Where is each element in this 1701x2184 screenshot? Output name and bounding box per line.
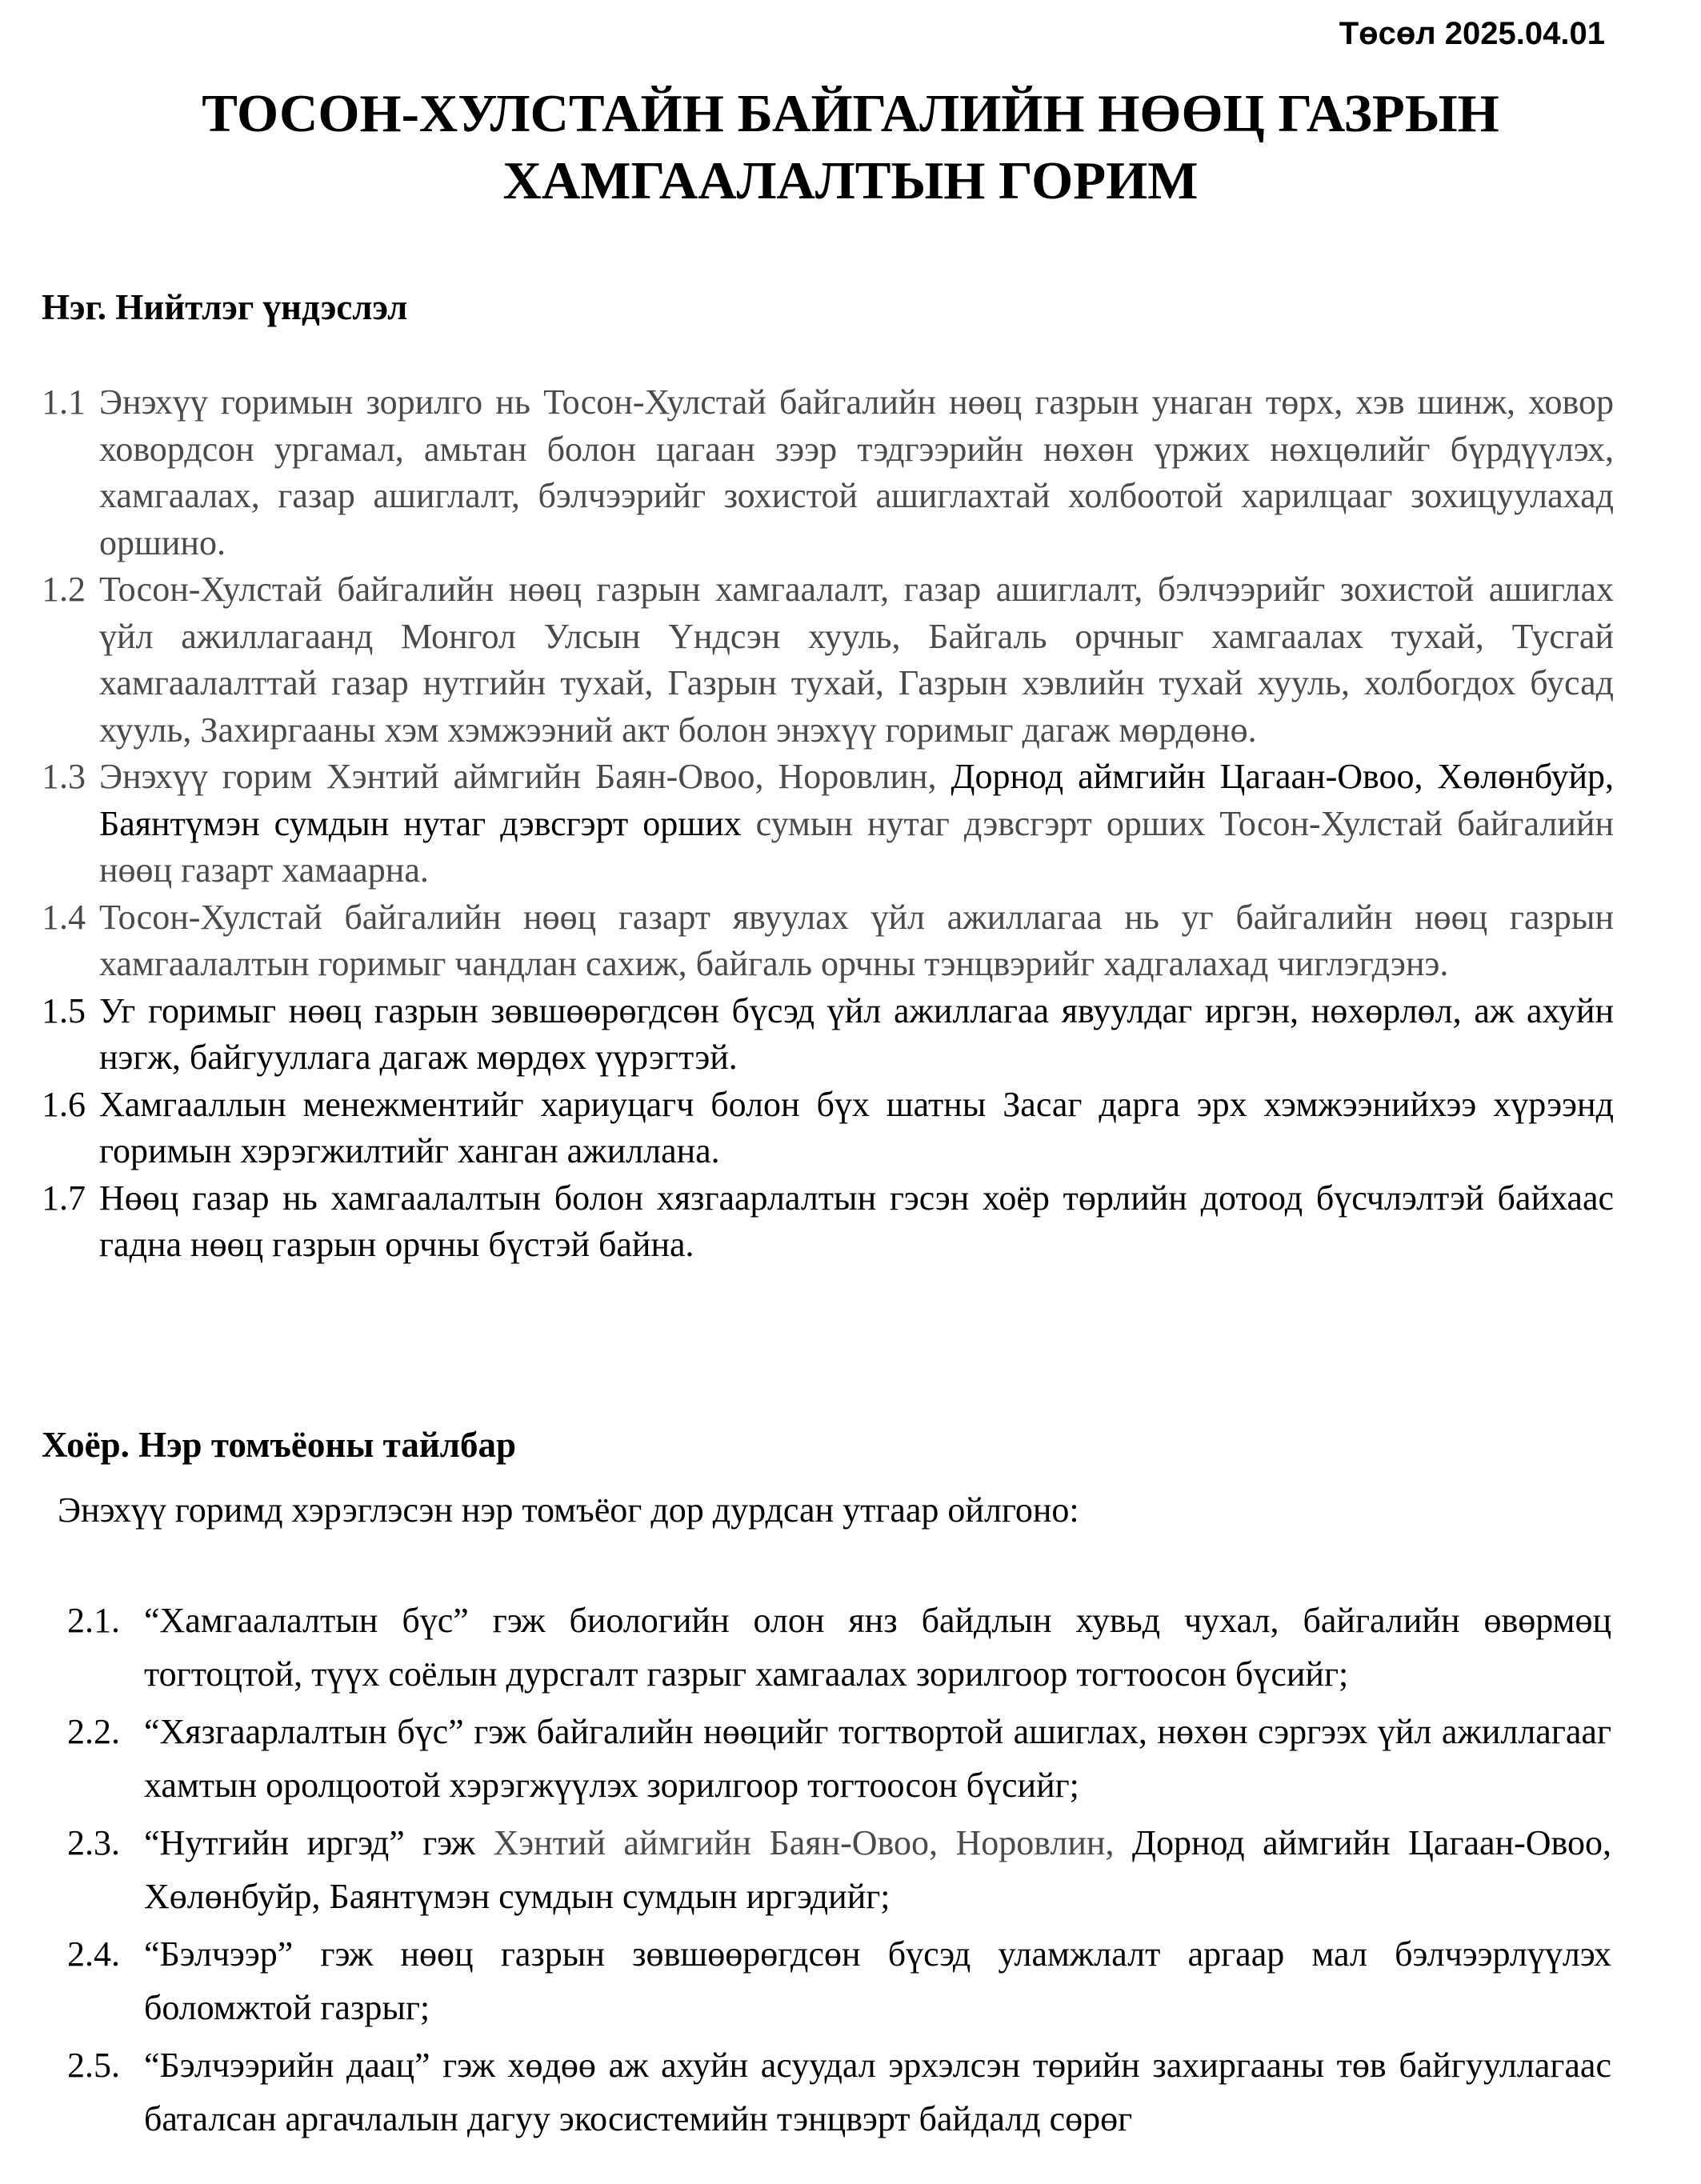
item-text-part: сумын нутаг дэвсгэрт орших Тосон-Хулстай байгалийн нөөц газарт хамаарна. xyxy=(99,803,1614,890)
list-item xyxy=(67,1594,1611,1701)
title-line-2: ХАМГААЛАЛТЫН ГОРИМ xyxy=(502,151,1199,210)
list-item xyxy=(42,1175,1614,1269)
item-number: 2.1. xyxy=(67,1601,120,1640)
item-text-part: Энэхүү горим Хэнтий аймгийн Баян-Овоо, Норовлин, xyxy=(99,757,951,796)
item-number: 1.4 xyxy=(42,897,86,937)
section-2-list xyxy=(67,1594,1611,2150)
item-text: Нөөц газар нь хамгаалалтын болон хязгаарлалтын гэсэн хоёр төрлийн дотоод бүсчлэлтэй байхаас гадна нөөц газрын орчны бүстэй байна. xyxy=(99,1178,1614,1264)
item-text-part: Дорнод аймгийн Цагаан-Овоо, Хөлөнбуйр, Баянтүмэн сумдын сумдын иргэдийг; xyxy=(144,1823,1612,1916)
item-number: 2.3. xyxy=(67,1823,120,1862)
item-text: “Хамгаалалтын бүс” гэж биологийн олон янз байдлын хувьд чухал, байгалийн өвөрмөц тогтоцтой, түүх соёлын дурсгалт газрыг хамгаалах зорилгоор тогтоосон бүсийг; xyxy=(144,1601,1611,1694)
item-text-part: “Нутгийн иргэд” гэж xyxy=(144,1823,494,1862)
document-title xyxy=(0,80,1701,214)
title-line-1: ТОСОН-ХУЛСТАЙН БАЙГАЛИЙН НӨӨЦ ГАЗРЫН xyxy=(202,84,1499,143)
list-item xyxy=(67,1705,1611,1812)
item-number: 2.5. xyxy=(67,2046,120,2085)
item-number: 1.6 xyxy=(42,1084,86,1124)
item-text xyxy=(144,1816,1611,1923)
item-text: “Бэлчээрийн даац” гэж хөдөө аж ахуйн асуудал эрхэлсэн төрийн захиргааны төв байгууллагаас баталсан аргачлалын дагуу экосистемийн тэнцвэрт байдалд сөрөг xyxy=(144,2046,1611,2138)
list-item xyxy=(67,1927,1611,2034)
section-1-list xyxy=(42,379,1614,1269)
item-text: Тосон-Хулстай байгалийн нөөц газрын хамгаалалт, газар ашиглалт, бэлчээрийг зохистой ашиглах үйл ажиллагаанд Монгол Улсын Үндсэн хууль, Байгаль орчныг хамгаалах тухай, Тусгай хамгаалалттай газар нутгийн тухай, Газрын тухай, Газрын хэвлийн тухай хууль, холбогдох бусад хууль, Захиргааны хэм хэмжээний акт болон энэхүү горимыг дагаж мөрдөнө. xyxy=(99,570,1614,750)
item-number: 1.1 xyxy=(42,382,86,422)
item-text: Энэхүү горимын зорилго нь Тосон-Хулстай байгалийн нөөц газрын унаган төрх, хэв шинж, ховор ховордсон ургамал, амьтан болон цагаан зээр тэдгээрийн нөхөн үржих нөхцөлийг бүрдүүлэх, хамгаалах, газар ашиглалт, бэлчээрийг зохистой ашиглахтай холбоотой харилцааг зохицуулахад оршино. xyxy=(99,382,1614,562)
item-text: “Бэлчээр” гэж нөөц газрын зөвшөөрөгдсөн бүсэд уламжлалт аргаар мал бэлчээрлүүлэх боломжтой газрыг; xyxy=(144,1934,1611,2027)
list-item xyxy=(67,2038,1611,2146)
item-number: 1.7 xyxy=(42,1178,86,1218)
list-item xyxy=(42,988,1614,1082)
draft-date-label: Төсөл 2025.04.01 xyxy=(1339,16,1605,51)
item-text: Тосон-Хулстай байгалийн нөөц газарт явуулах үйл ажиллагаа нь уг байгалийн нөөц газрын хамгаалалтын горимыг чандлан сахиж, байгаль орчны тэнцвэрийг хадгалахад чиглэгдэнэ. xyxy=(99,897,1614,983)
item-number: 1.5 xyxy=(42,990,86,1030)
list-item xyxy=(42,894,1614,988)
item-number: 1.2 xyxy=(42,570,86,609)
list-item xyxy=(67,1816,1611,1923)
list-item xyxy=(42,1082,1614,1175)
item-number: 2.2. xyxy=(67,1712,120,1751)
section-2-heading: Хоёр. Нэр томъёоны тайлбар xyxy=(42,1425,517,1465)
item-number: 1.3 xyxy=(42,757,86,796)
item-text-part: Хэнтий аймгийн Баян-Овоо, Норовлин, xyxy=(493,1823,1115,1862)
section-2-intro: Энэхүү горимд хэрэглэсэн нэр томъёог дор дурдсан утгаар ойлгоно: xyxy=(58,1490,1079,1530)
item-text: Хамгааллын менежментийг хариуцагч болон бүх шатны Засаг дарга эрх хэмжээнийхээ хүрээнд горимын хэрэгжилтийг ханган ажиллана. xyxy=(99,1084,1614,1170)
item-text xyxy=(99,754,1614,894)
section-1-heading: Нэг. Нийтлэг үндэслэл xyxy=(42,287,408,327)
list-item xyxy=(42,566,1614,754)
list-item xyxy=(42,379,1614,566)
item-text: Уг горимыг нөөц газрын зөвшөөрөгдсөн бүсэд үйл ажиллагаа явуулдаг иргэн, нөхөрлөл, аж ахуйн нэгж, байгууллага дагаж мөрдөх үүрэгтэй. xyxy=(99,990,1614,1077)
item-number: 2.4. xyxy=(67,1934,120,1974)
list-item xyxy=(42,754,1614,894)
item-text: “Хязгаарлалтын бүс” гэж байгалийн нөөцийг тогтвортой ашиглах, нөхөн сэргээх үйл ажиллагааг хамтын оролцоотой хэрэгжүүлэх зорилгоор тогтоосон бүсийг; xyxy=(144,1712,1611,1805)
item-text-part: Дорнод аймгийн Цагаан-Овоо, Хөлөнбуйр, Баянтүмэн сумдын нутаг дэвсгэрт орших xyxy=(99,757,1614,843)
